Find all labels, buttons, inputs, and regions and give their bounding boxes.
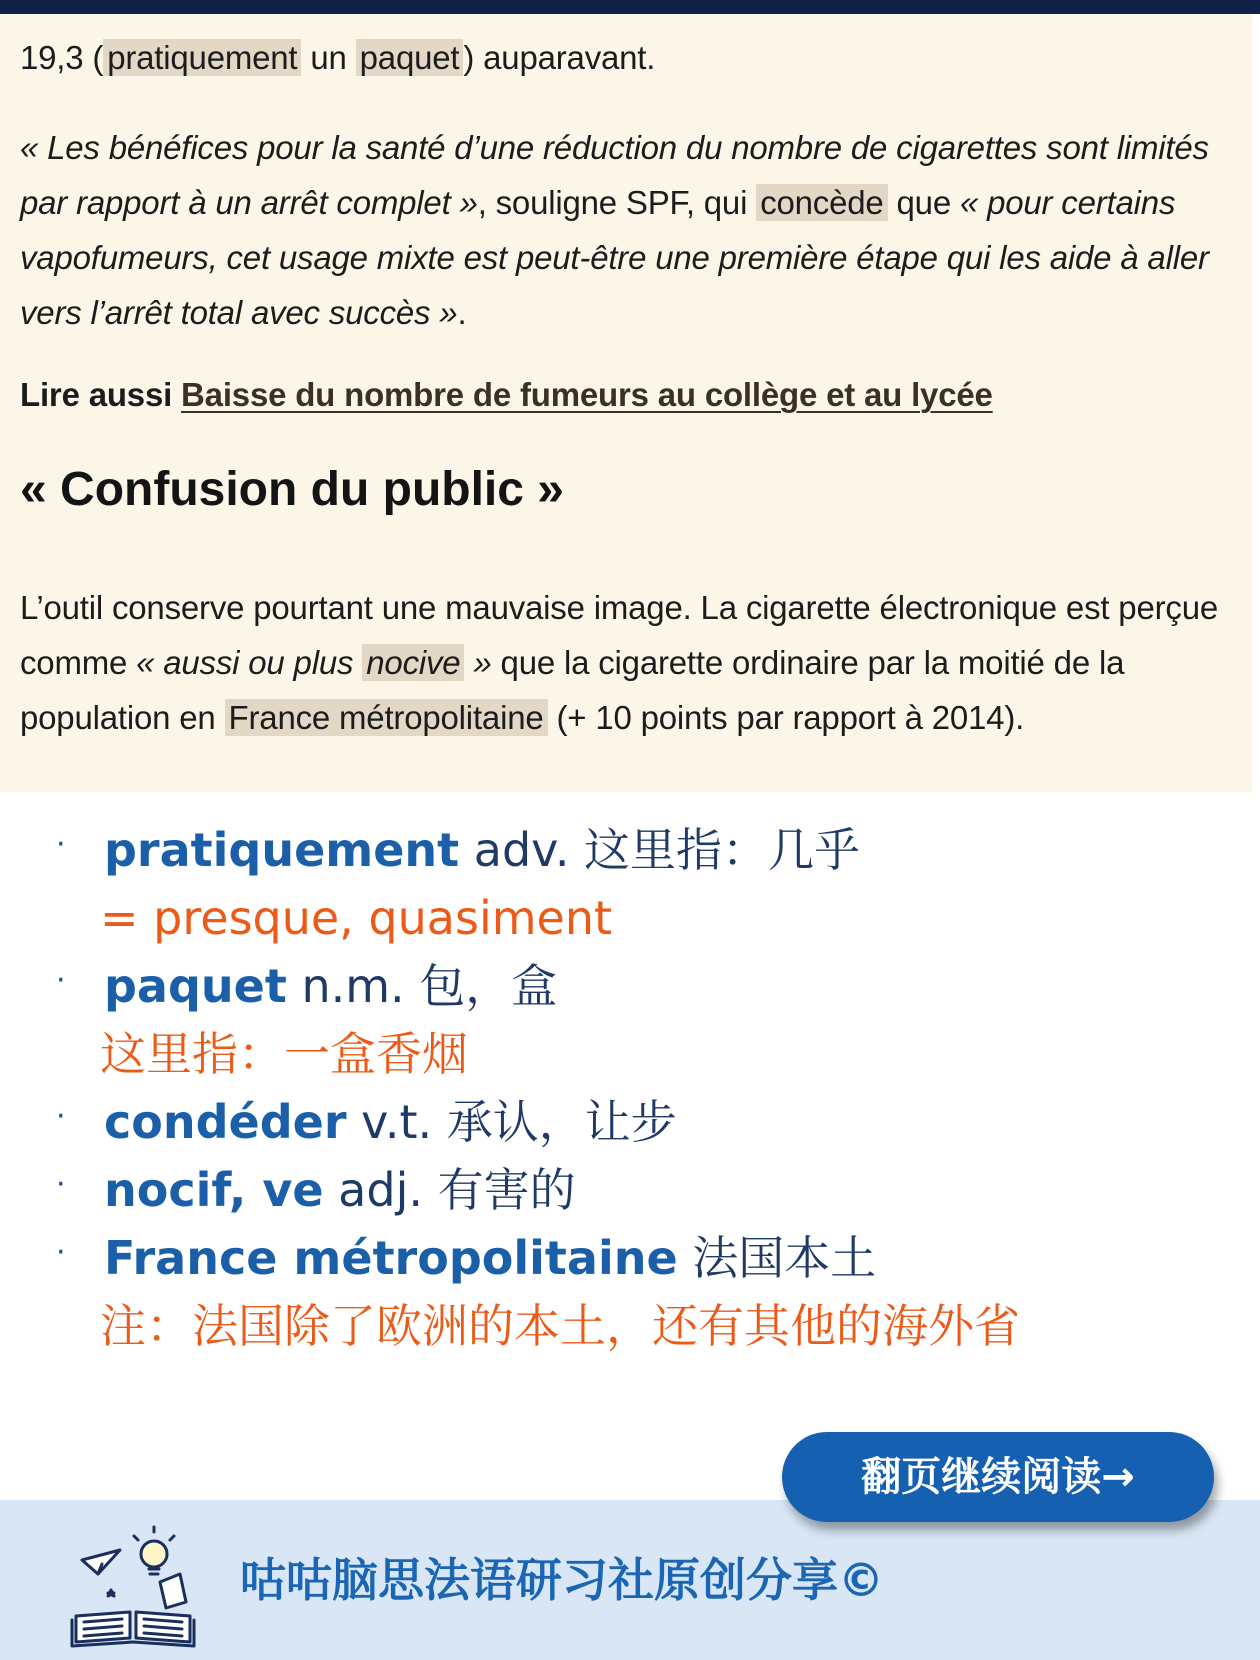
vocab-gloss: 法国本土	[677, 1231, 877, 1285]
bullet: ·	[56, 1235, 66, 1270]
top-bar	[0, 0, 1260, 14]
vocab-item	[56, 820, 860, 880]
article-excerpt	[0, 14, 1252, 792]
quote-end: »	[464, 644, 492, 681]
paragraph-2	[20, 120, 1250, 340]
next-page-button[interactable]: 翻页继续阅读→	[782, 1432, 1214, 1522]
vocab-term: nocif, ve	[104, 1163, 324, 1217]
text: que	[887, 184, 960, 221]
read-also-label: Lire aussi	[20, 376, 182, 413]
bullet: ·	[56, 827, 66, 862]
vocab-note: = presque, quasiment	[100, 891, 613, 945]
vocab-note: 注：法国除了欧洲的本土，还有其他的海外省	[100, 1299, 1020, 1353]
read-also-link[interactable]: Baisse du nombre de fumeurs au collège et au lycée	[181, 376, 993, 413]
quote-1: « Les bénéfices pour la santé d’une réduction du nombre de cigarettes sont limités par rapport à un arrêt complet »	[20, 129, 1209, 221]
vocab-item	[56, 1160, 576, 1220]
vocab-gloss: v.t. 承认，让步	[346, 1095, 677, 1149]
vocab-item	[56, 956, 557, 1016]
footer-credit: 咕咕脑思法语研习社原创分享©	[240, 1553, 884, 1607]
text: ) auparavant.	[463, 39, 656, 76]
vocab-term: paquet	[104, 959, 287, 1013]
text: , souligne SPF, qui	[477, 184, 757, 221]
quote-2: « pour certains vapofumeurs, cet usage mixte est peut-être une première étape qui les aide à aller vers l’arrêt total avec succès »	[20, 184, 1209, 331]
vocab-gloss: adj. 有害的	[323, 1163, 576, 1217]
vocab-gloss: adv. 这里指：几乎	[459, 823, 861, 877]
quote-start: « aussi ou plus	[136, 644, 363, 681]
paragraph-1	[20, 30, 655, 85]
highlight-france-metropolitaine: France métropolitaine	[225, 699, 548, 736]
vocab-term: France métropolitaine	[104, 1231, 678, 1285]
section-heading: « Confusion du public »	[20, 463, 564, 516]
bullet: ·	[56, 1167, 66, 1202]
highlight-concede: concède	[756, 184, 887, 221]
text: un	[301, 39, 356, 76]
text: 19,3 (	[20, 39, 104, 76]
highlight-paquet: paquet	[356, 39, 464, 76]
text: que la cigarette ordinaire par la moitié de la population en	[20, 644, 1125, 736]
vocab-gloss: n.m. 包，盒	[286, 959, 558, 1013]
text: .	[457, 294, 467, 331]
text: (+ 10 points par rapport à 2014).	[547, 699, 1025, 736]
bullet: ·	[56, 1099, 66, 1134]
vocab-term: pratiquement	[104, 823, 460, 877]
paragraph-4	[20, 580, 1260, 745]
text: L’outil conserve pourtant une mauvaise image. La cigarette électronique est perçue comme	[20, 589, 1219, 681]
vocab-item	[56, 1092, 677, 1152]
vocab-item	[56, 1228, 876, 1288]
vocab-term: condéder	[104, 1095, 347, 1149]
highlight-pratiquement: pratiquement	[103, 39, 301, 76]
highlight-nocive: nocive	[362, 644, 464, 681]
read-also	[20, 367, 993, 422]
book-lightbulb-paper-plane-icon	[68, 1524, 198, 1650]
bullet: ·	[56, 963, 66, 998]
vocab-note: 这里指：一盒香烟	[100, 1027, 468, 1081]
